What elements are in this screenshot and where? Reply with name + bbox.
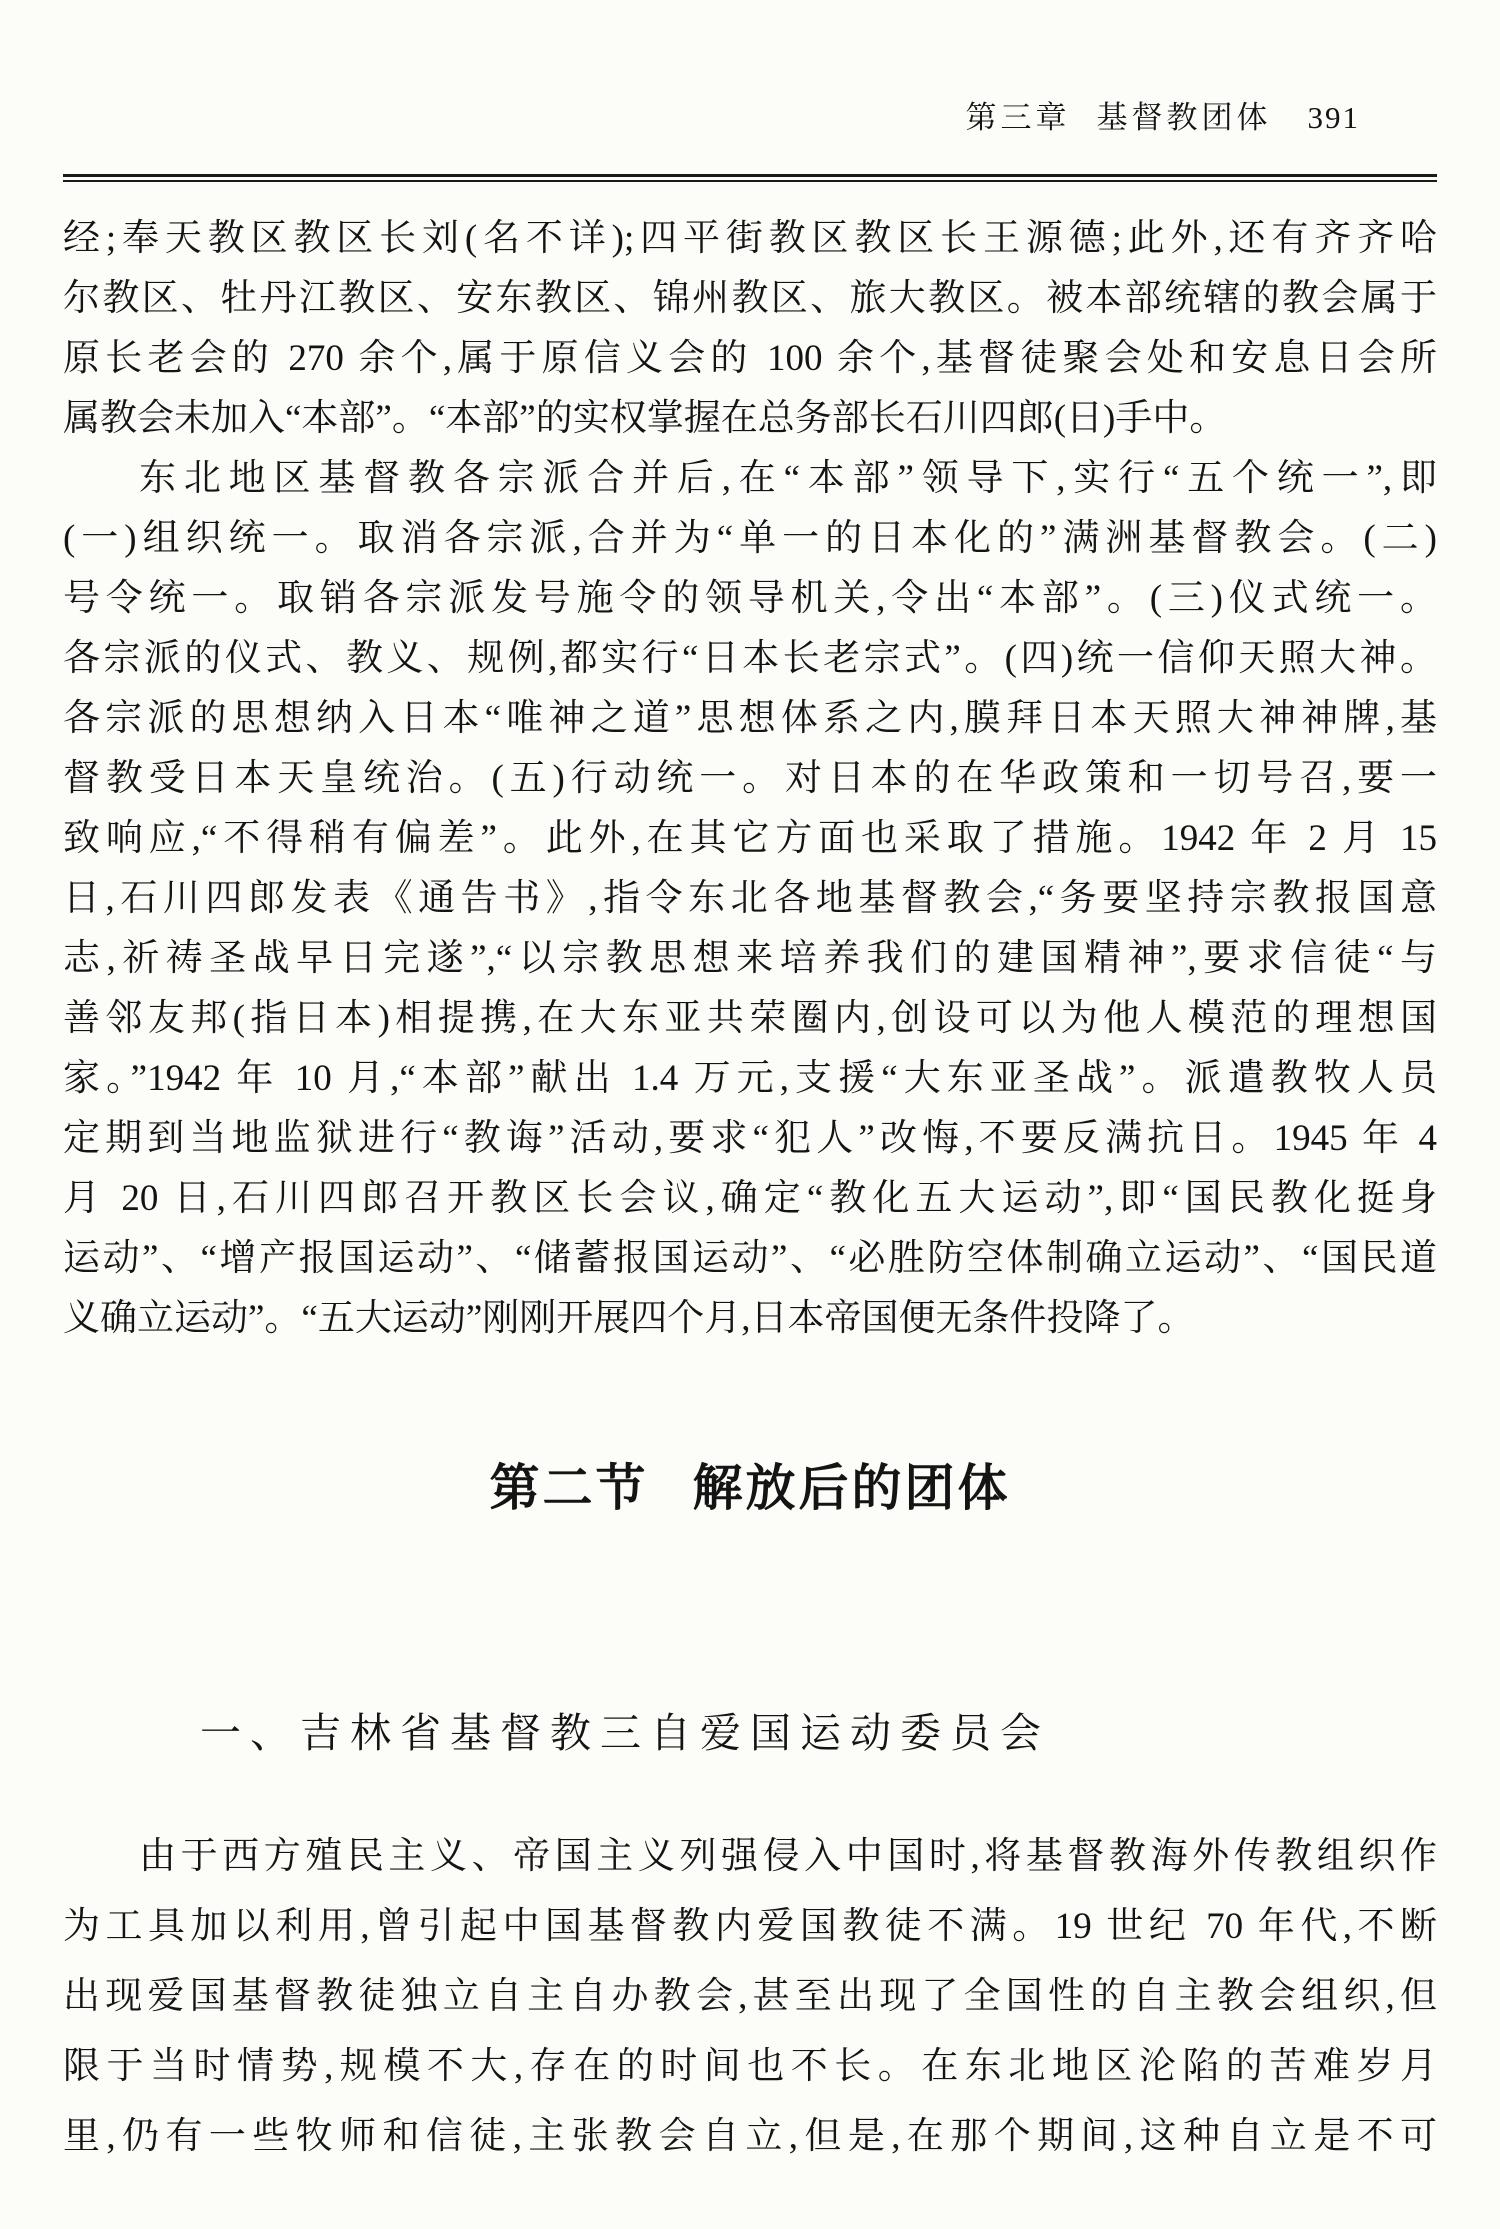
chapter-label: 第三章 [965, 100, 1071, 135]
text-line: 东北地区基督教各宗派合并后,在“本部”领导下,实行“五个统一”,即 [139, 458, 1437, 499]
section-heading [0, 1448, 1500, 1520]
text-line: 限于当时情势,规模不大,存在的时间也不长。在东北地区沦陷的苦难岁月 [63, 2046, 1437, 2087]
text-line: 各宗派的仪式、教义、规例,都实行“日本长老宗式”。(四)统一信仰天照大神。 [63, 638, 1437, 679]
text-line: 月 20 日,石川四郎召开教区长会议,确定“教化五大运动”,即“国民教化挺身 [63, 1178, 1437, 1219]
header-rule [63, 174, 1437, 182]
text-line: 里,仍有一些牧师和信徒,主张教会自立,但是,在那个期间,这种自立是不可 [63, 2116, 1437, 2157]
text-line: 运动”、“增产报国运动”、“储蓄报国运动”、“必胜防空体制确立运动”、“国民道 [63, 1238, 1437, 1279]
subsection-paragraph [63, 1822, 1437, 2172]
section-title: 解放后的团体 [692, 1460, 1011, 1516]
text-line: 日,石川四郎发表《通告书》,指令东北各地基督教会,“务要坚持宗教报国意 [63, 878, 1437, 919]
text-line: 为工具加以利用,曾引起中国基督教内爱国教徒不满。19 世纪 70 年代,不断 [63, 1906, 1437, 1947]
subsection-heading: 一、吉林省基督教三自爱国运动委员会 [200, 1710, 1050, 1756]
text-line: 尔教区、牡丹江教区、安东教区、锦州教区、旅大教区。被本部统辖的教会属于 [63, 278, 1437, 319]
chapter-title: 基督教团体 [1096, 100, 1272, 135]
text-line: 各宗派的思想纳入日本“唯神之道”思想体系之内,膜拜日本天照大神神牌,基 [63, 698, 1437, 739]
text-line: 出现爱国基督教徒独立自主自办教会,甚至出现了全国性的自主教会组织,但 [63, 1976, 1437, 2017]
text-line: 志,祈祷圣战早日完遂”,“以宗教思想来培养我们的建国精神”,要求信徒“与 [63, 938, 1437, 979]
text-line: 由于西方殖民主义、帝国主义列强侵入中国时,将基督教海外传教组织作 [139, 1836, 1437, 1877]
text-line: 定期到当地监狱进行“教诲”活动,要求“犯人”改悔,不要反满抗日。1945 年 4 [63, 1118, 1437, 1159]
text-line: 义确立运动”。“五大运动”刚刚开展四个月,日本帝国便无条件投降了。 [63, 1298, 1195, 1339]
page-number: 391 [1307, 100, 1360, 135]
text-line: 督教受日本天皇统治。(五)行动统一。对日本的在华政策和一切号召,要一 [63, 758, 1437, 799]
text-line: 致响应,“不得稍有偏差”。此外,在其它方面也采取了措施。1942 年 2 月 15 [63, 818, 1437, 859]
text-line: 经;奉天教区教区长刘(名不详);四平街教区教区长王源德;此外,还有齐齐哈 [63, 218, 1437, 259]
text-line: 家。”1942 年 10 月,“本部”献出 1.4 万元,支援“大东亚圣战”。派遣教牧人员 [63, 1058, 1437, 1099]
text-line: (一)组织统一。取消各宗派,合并为“单一的日本化的”满洲基督教会。(二) [63, 518, 1437, 559]
text-line: 号令统一。取销各宗派发号施令的领导机关,令出“本部”。(三)仪式统一。 [63, 578, 1437, 619]
text-line: 属教会未加入“本部”。“本部”的实权掌握在总务部长石川四郎(日)手中。 [63, 398, 1227, 439]
running-header [966, 98, 1361, 138]
section-label: 第二节 [489, 1460, 649, 1516]
text-line: 原长老会的 270 余个,属于原信义会的 100 余个,基督徒聚会处和安息日会所 [63, 338, 1437, 379]
text-line: 善邻友邦(指日本)相提携,在大东亚共荣圈内,创设可以为他人模范的理想国 [63, 998, 1437, 1039]
body-text [63, 209, 1437, 1349]
